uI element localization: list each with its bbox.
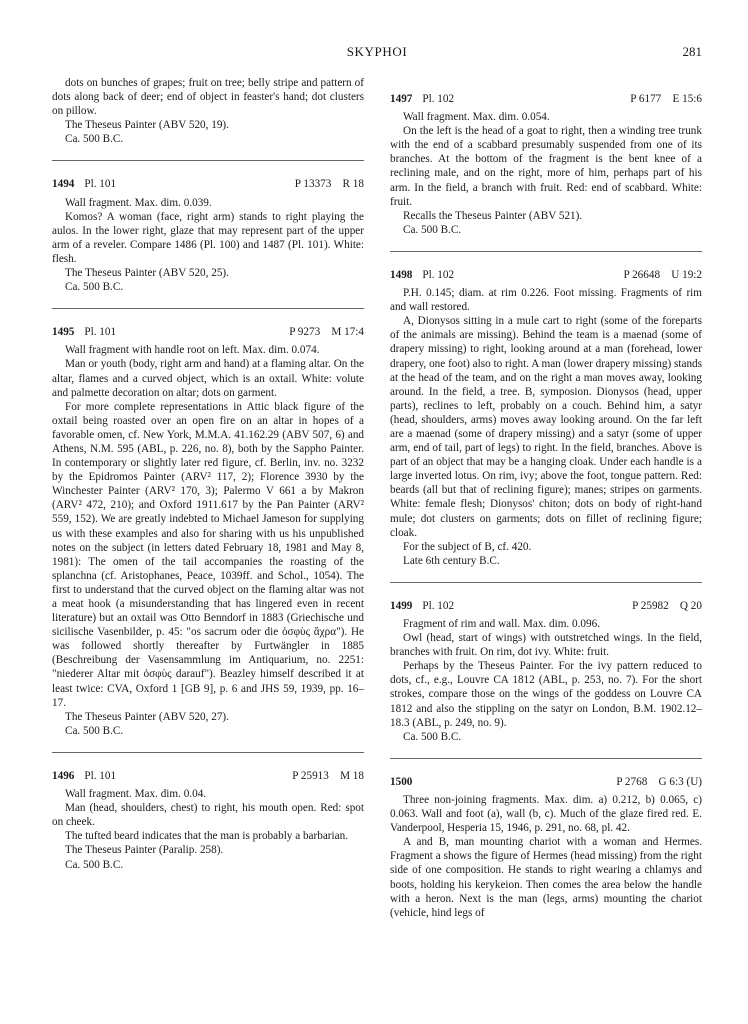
date-line: Ca. 500 B.C. xyxy=(65,858,124,871)
paragraph: The Theseus Painter (ABV 520, 19). xyxy=(65,119,229,132)
entry-number-plate xyxy=(52,325,126,339)
entry-paragraph: Wall fragment. Max. dim. 0.054. xyxy=(403,111,550,124)
entry-number-plate xyxy=(390,775,432,789)
inventory-reference xyxy=(295,177,364,191)
entry-paragraph: Man (head, shoulders, chest) to right, his mouth open. Red: spot on cheek. xyxy=(52,802,364,829)
entry-divider xyxy=(52,752,364,753)
entry-paragraph: Wall fragment. Max. dim. 0.04. xyxy=(65,788,207,801)
entry-paragraph: Wall fragment with handle root on left. Max. dim. 0.074. xyxy=(65,344,320,357)
plate-reference: Pl. 102 xyxy=(422,268,455,281)
attribution: The Theseus Painter (Paralip. 258). xyxy=(65,844,224,857)
catalogue-entry xyxy=(390,92,702,237)
attribution: The Theseus Painter (ABV 520, 27). xyxy=(65,710,229,723)
entry-heading xyxy=(390,92,702,106)
grid-reference: G 6:3 (U) xyxy=(658,775,702,788)
paragraph: dots on bunches of grapes; fruit on tree; belly stripe and pattern of dots along back of deer; end of object in feaster's hand; dot clusters on pillow. xyxy=(52,77,364,118)
entry-number-plate xyxy=(52,177,126,191)
entry-number: 1497 xyxy=(390,93,413,105)
catalogue-entry xyxy=(390,268,702,568)
date-line: Late 6th century B.C. xyxy=(403,554,500,567)
inventory-number: P 25982 xyxy=(632,599,669,612)
inventory-number: P 9273 xyxy=(289,326,321,339)
inventory-reference xyxy=(616,775,702,789)
entry-number-plate xyxy=(390,599,464,613)
catalogue-entry xyxy=(52,769,364,872)
plate-reference: Pl. 101 xyxy=(84,326,117,339)
attribution: Recalls the Theseus Painter (ABV 521). xyxy=(403,209,583,222)
inventory-reference xyxy=(623,268,702,282)
entry-paragraph: Wall fragment. Max. dim. 0.039. xyxy=(65,196,212,209)
inventory-number: P 2768 xyxy=(616,775,648,788)
entry-paragraph: The tufted beard indicates that the man is probably a barbarian. xyxy=(65,830,348,843)
running-title: SKYPHOI xyxy=(346,44,408,59)
attribution: The Theseus Painter (ABV 520, 25). xyxy=(65,267,229,280)
entry-paragraph: For more complete representations in Attic black figure of the oxtail being roasted over an open fire on an altar in hopes of a favorable omen, cf. New York, M.M.A. 41.162.29 (ABV 507, 6) and Athens, N.M. 595 (ABL, p. 226, no. 8), both by the Sappho Painter. In contemporary or slightly later red figure, cf. Berlin, inv. no. 3232 by the Epidromos Painter (ARV² 117, 2); Florence 3930 by the Winchester Painter (ARV² 170, 3); Palermo V 661 a by Makron (ARV² 472, 210); and Oxford 1911.617 by the Pan Painter (ARV² 559, 152). We are greatly indebted to Michael Jameson for supplying us with these examples and also for sharing with us his unpublished notes on the subject (in letters dated February 18, 1981 and May 8, 1981): The omen of the tail accompanies the roasting of the splanchna (cf. Aristophanes, Peace, 1039ff. and Schol., 1054). The first to understand that the curved object on the flaming altar was not a meat hook (a misunderstanding that has lingered even in recent literature) but an oxtail was Otto Benndorf in 1883 (Griechische und sicilische Vasenbilder, p. 45: "os sacrum oder die ὀσφὺς ἄχρα"). He was followed shortly thereafter by Furtwängler in 1885 (Beschreibung der Vasensammlung im Antiquarium, no. 2251: "niederer Altar mit ὀσφὺς darauf"). Beazley himself described it at least twice: CVA, Oxford 1 [GB 9], p. 6 and JHS 59, 1939, pp. 16–17. xyxy=(52,400,364,709)
entry-divider xyxy=(390,582,702,583)
entry-heading xyxy=(390,268,702,282)
entry-paragraph: Owl (head, start of wings) with outstretched wings. In the field, branches with fruit. On rim, dot ivy. White: fruit. xyxy=(390,632,702,659)
catalogue-entry xyxy=(52,177,364,294)
entry-paragraph: Man or youth (body, right arm and hand) at a flaming altar. On the altar, flames and a curved object, which is an oxtail. White: volute and palmette decoration on altar; dots on garment. xyxy=(52,358,364,399)
entry-paragraph: Fragment of rim and wall. Max. dim. 0.096. xyxy=(403,618,600,630)
grid-reference: R 18 xyxy=(342,178,364,191)
attribution: For the subject of B, cf. 420. xyxy=(403,540,532,553)
left-column xyxy=(52,76,364,872)
entry-number: 1495 xyxy=(52,326,75,339)
page-number: 281 xyxy=(682,44,702,59)
entry-number: 1498 xyxy=(390,268,413,281)
entry-paragraph: Three non-joining fragments. Max. dim. a) 0.212, b) 0.065, c) 0.063. Wall and foot (a), wall (b, c). Much of the glaze fired red. E. Vanderpool, Hesperia 15, 1946, p. 291, no. 68, pl. 42. xyxy=(390,793,702,835)
plate-reference: Pl. 102 xyxy=(422,93,455,105)
paragraph: Ca. 500 B.C. xyxy=(65,133,124,146)
entry-number: 1500 xyxy=(390,775,413,788)
entry-heading xyxy=(52,769,364,783)
entry-heading xyxy=(52,325,364,339)
entry-divider xyxy=(52,160,364,161)
inventory-reference xyxy=(292,769,364,783)
date-line: Ca. 500 B.C. xyxy=(403,730,462,743)
inventory-number: P 25913 xyxy=(292,769,329,782)
entry-number-plate xyxy=(52,769,126,783)
entry-paragraph: A, Dionysos sitting in a mule cart to right (some of the foreparts of the animals are missing). Behind the team is a maenad (some of drapery missing) to right, looking around at a man (forehead, lower drapery, one foot) also to right. A man (lower drapery missing) stands at the head of the team, and on the right a man moves away, looking around. In the field, a tree. B, symposion. Dionysos (head, upper parts), reclines to left, probably on a couch. Behind him, a satyr (head, shoulders, arms) moves away looking around. On the far left are a maenad (some of drapery missing) and a satyr (some of upper arm, end of tail, part of legs) to right. In the field, branches. Above is part of an object that may be a hanging cloak. Under each handle is a large inverted lotus. On rim, ivy; above the foot, tongue pattern. Red: beards (all but that of reclining figure); manes; stripes on garments. White: female flesh; Dionysos' chiton; dots on body of right-hand mule; dot clusters on garments; dots on fillet of reclining figure; cloak. xyxy=(390,315,702,539)
grid-reference: E 15:6 xyxy=(672,93,702,105)
inventory-number: P 26648 xyxy=(623,268,661,281)
entry-divider xyxy=(52,308,364,309)
plate-reference: Pl. 101 xyxy=(84,178,117,191)
date-line: Ca. 500 B.C. xyxy=(65,281,124,294)
inventory-reference xyxy=(632,599,702,613)
grid-reference: M 17:4 xyxy=(331,326,364,339)
entry-number-plate xyxy=(390,92,464,106)
inventory-reference xyxy=(630,92,702,106)
plate-reference: Pl. 102 xyxy=(422,599,455,612)
inventory-number: P 13373 xyxy=(294,178,332,191)
entry-paragraph: On the left is the head of a goat to right, then a winding tree trunk with the end of a scabbard presumably suspended from one of its branches. At the bottom of the fragment is the bent knee of a reclining male, and on the right, more of him, perhaps part of his arm. In the field, a branch with fruit. Red: end of scabbard. White: fruit. xyxy=(390,125,702,208)
date-line: Ca. 500 B.C. xyxy=(65,724,124,737)
inventory-reference xyxy=(289,325,364,339)
entry-number: 1496 xyxy=(52,769,75,782)
entry-divider xyxy=(390,251,702,252)
grid-reference: M 18 xyxy=(340,769,364,782)
entry-heading xyxy=(390,599,702,613)
right-column xyxy=(390,76,702,920)
entry-number: 1499 xyxy=(390,599,413,612)
catalogue-entry xyxy=(390,775,702,920)
entry-heading xyxy=(52,177,364,191)
catalogue-entry xyxy=(52,325,364,738)
plate-reference: Pl. 101 xyxy=(84,769,117,782)
entry-paragraph: Perhaps by the Theseus Painter. For the ivy pattern reduced to dots, cf., e.g., Louvre CA 1812 (ABL, p. 253, no. 7). For the short strokes, compare those on the wings of the goddess on Louvre CA 1812 and also the stippling on the satyr on London, B.M. 1902.12–18.3 (ABL, p. 249, no. 9). xyxy=(390,660,702,729)
entry-number-plate xyxy=(390,268,464,282)
grid-reference: U 19:2 xyxy=(671,268,702,281)
entry-divider xyxy=(390,758,702,759)
inventory-number: P 6177 xyxy=(630,93,662,105)
grid-reference: Q 20 xyxy=(679,599,702,612)
entry-paragraph: Komos? A woman (face, right arm) stands to right playing the aulos. In the lower right, glaze that may represent part of the upper arm of a reveler. Compare 1486 (Pl. 100) and 1487 (Pl. 101). White: flesh. xyxy=(52,210,364,265)
catalogue-entry xyxy=(390,599,702,744)
date-line: Ca. 500 B.C. xyxy=(403,223,462,236)
entry-paragraph: A and B, man mounting chariot with a woman and Hermes. Fragment a shows the figure of Hermes (head missing) from the right side of one composition. He stands to right wearing a chlamys and boots, holding his kerykeion. Then comes the area below the handle with a heron. Next is the man (legs, arms) mounting the chariot (vehicle, hind legs of xyxy=(390,836,702,919)
entry-number: 1494 xyxy=(52,178,75,191)
entry-paragraph: P.H. 0.145; diam. at rim 0.226. Foot missing. Fragments of rim and wall restored. xyxy=(390,287,702,314)
page-header xyxy=(52,44,702,62)
entry-heading xyxy=(390,775,702,789)
